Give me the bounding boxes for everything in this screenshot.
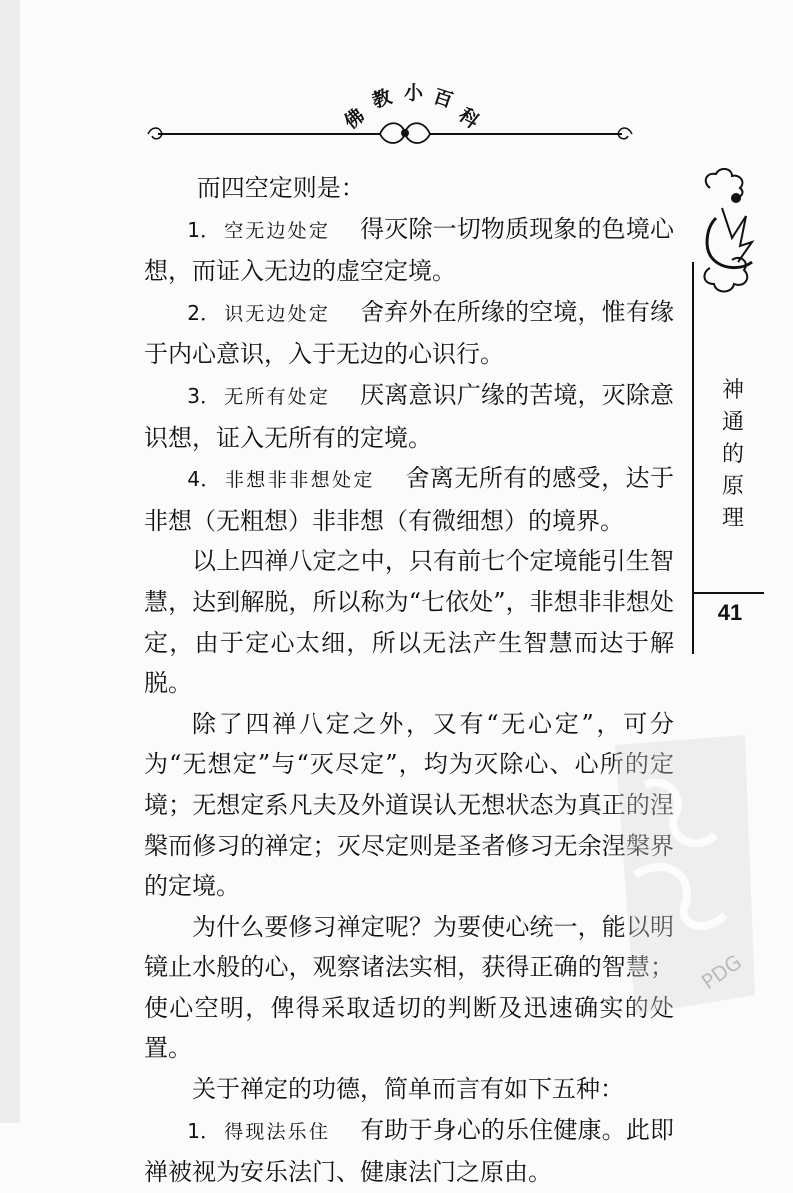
paragraph-body: 除了四禅八定之外，又有“无心定”，可分为“无想定”与“灭尽定”，均为灭除心、心所的定境；无想定系凡夫及外道误认无想状态为真正的涅槃而修习的禅定；灭尽定则是圣者修习无余涅槃界的定境。 [144,709,674,901]
watermark-seal-icon [585,725,765,1025]
section-char: 原 [721,474,744,499]
term-label: 非想非非想处定 [224,469,376,492]
item-number: 4． [187,467,221,492]
paragraph-body: 以上四禅八定之中，只有前七个定境能引生智慧，达到解脱，所以称为“七依处”，非想非非想处定，由于定心太细，所以无法产生智慧而达于解脱。 [144,547,674,698]
item-number: 1． [187,1118,221,1143]
header-char-1: 佛 [340,103,370,134]
sidebar-rule [692,262,694,592]
term-label: 得现法乐住 [224,1120,330,1143]
term-label: 识无边处定 [224,302,330,325]
term-description: 有助于身心的乐住健康。此即禅被视为安乐法门、健康法门之原由。 [144,1115,674,1187]
header-char-3: 小 [404,82,425,104]
header-ornament [140,120,640,150]
term-description: 舍离无所有的感受，达于非想（无粗想）非非想（有微细想）的境界。 [144,464,674,535]
sidebar-rule-horizontal [692,592,764,594]
paragraph-intro: 而四空定则是： [196,174,365,202]
watermark-text: PDG [697,949,746,995]
term-description: 得灭除一切物质现象的色境心想，而证入无边的虚空定境。 [144,214,674,286]
term-description: 厌离意识广缘的苦境，灭除意识想，证入无所有的定境。 [144,380,674,452]
item-number: 2． [187,300,221,325]
page-number: 41 [717,600,743,625]
term-label: 无所有处定 [224,385,330,408]
page-left-border [0,0,20,1123]
section-title-vertical [715,375,751,535]
header-title [338,78,488,134]
section-char: 理 [721,506,744,531]
term-label: 空无边处定 [224,219,330,242]
item-number: 1． [187,217,221,242]
body-text [144,168,674,1193]
cloud-ornament-icon [692,168,762,308]
header-char-5: 科 [454,103,484,134]
header-char-2: 教 [369,85,396,113]
section-char: 的 [721,442,744,467]
section-char: 通 [721,410,744,435]
paragraph-body: 为什么要修习禅定呢？为要使心统一，能以明镜止水般的心，观察诸法实相，获得正确的智慧；使心空明，俾得采取适切的判断及迅速确实的处置。 [144,912,674,1063]
paragraph-body: 关于禅定的功德，简单而言有如下五种： [192,1075,624,1104]
sidebar-rule [692,594,694,654]
term-description: 舍弃外在所缘的空境，惟有缘于内心意识，入于无边的心识行。 [144,297,674,369]
item-number: 3． [187,383,221,408]
section-char: 神 [721,378,744,403]
header-char-4: 百 [430,85,457,113]
